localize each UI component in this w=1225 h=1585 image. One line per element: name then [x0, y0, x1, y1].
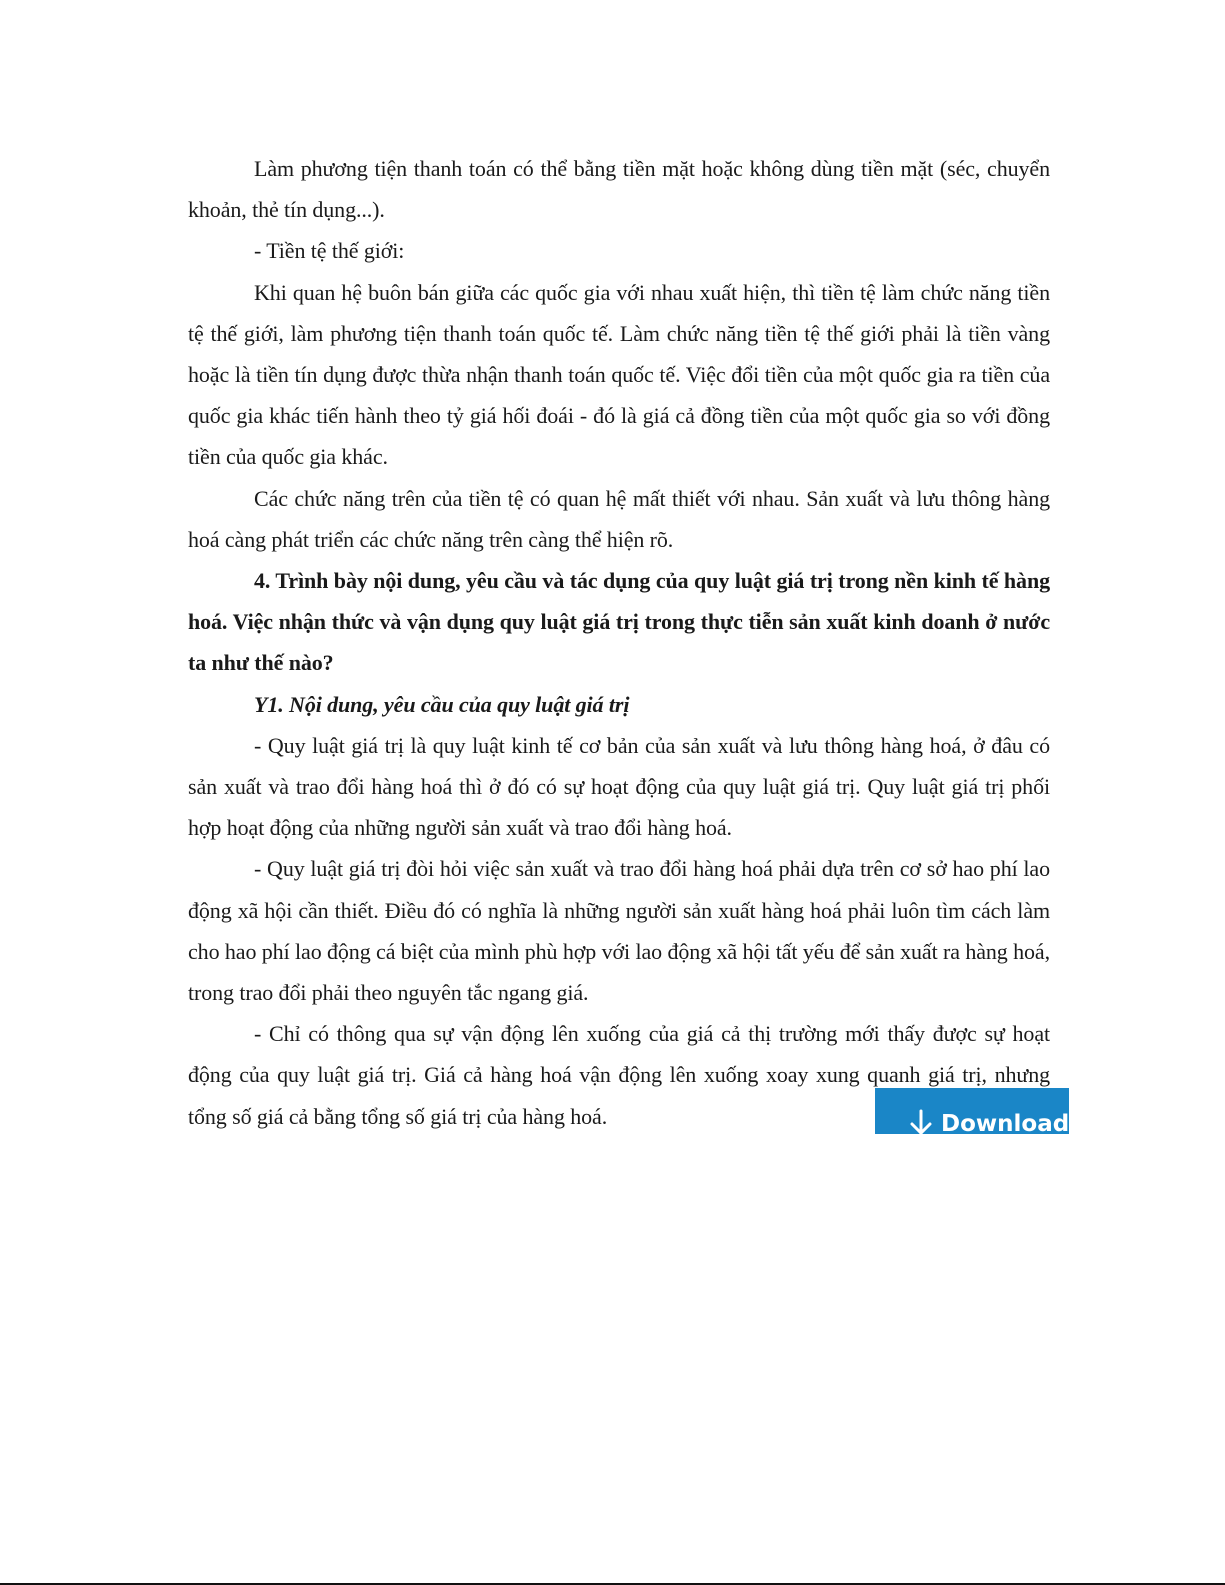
- paragraph-law-requirement: - Quy luật giá trị đòi hỏi việc sản xuất và trao đổi hàng hoá phải dựa trên cơ sở hao phí lao động xã hội cần thiết. Điều đó có nghĩa là những người sản xuất hàng hoá phải luôn tìm cách làm cho hao phí lao động cá biệt của mình phù hợp với lao động xã hội tất yếu để sản xuất ra hàng hoá, trong trao đổi phải theo nguyên tắc ngang giá.: [188, 856, 1050, 1006]
- download-button[interactable]: [875, 1088, 1069, 1134]
- paragraph-world-currency-heading: - Tiền tệ thế giới:: [254, 238, 405, 264]
- question-heading: 4. Trình bày nội dung, yêu cầu và tác dụng của quy luật giá trị trong nền kinh tế hàng hoá. Việc nhận thức và vận dụng quy luật giá trị trong thực tiễn sản xuất kinh doanh ở nước ta như thế nào?: [188, 568, 1050, 676]
- paragraph-payment-means: Làm phương tiện thanh toán có thể bằng tiền mặt hoặc không dùng tiền mặt (séc, chuyển khoản, thẻ tín dụng...).: [188, 156, 1050, 223]
- paragraph-world-currency: Khi quan hệ buôn bán giữa các quốc gia với nhau xuất hiện, thì tiền tệ làm chức năng tiền tệ thế giới, làm phương tiện thanh toán quốc tế. Làm chức năng tiền tệ thế giới phải là tiền vàng hoặc là tiền tín dụng được thừa nhận thanh toán quốc tế. Việc đổi tiền của một quốc gia ra tiền của quốc gia khác tiến hành theo tỷ giá hối đoái - đó là giá cả đồng tiền của một quốc gia so với đồng tiền của quốc gia khác.: [188, 279, 1050, 470]
- paragraph-functions-relation: Các chức năng trên của tiền tệ có quan hệ mất thiết với nhau. Sản xuất và lưu thông hàng hoá càng phát triển các chức năng trên càng thể hiện rõ.: [188, 485, 1050, 552]
- document-page: [188, 148, 1050, 1138]
- download-arrow-icon: [905, 1108, 937, 1134]
- download-button-content: [905, 1108, 1069, 1134]
- paragraph-price-movement: - Chỉ có thông qua sự vận động lên xuống của giá cả thị trường mới thấy được sự hoạt động của quy luật giá trị. Giá cả hàng hoá vận động lên xuống xoay xung quanh giá trị, nhưng tổng số giá cả bằng tổng số giá trị của hàng hoá.: [188, 1021, 1050, 1129]
- download-button-label: Download: [941, 1111, 1069, 1134]
- section-heading: Y1. Nội dung, yêu cầu của quy luật giá trị: [254, 691, 630, 717]
- paragraph-law-of-value: - Quy luật giá trị là quy luật kinh tế cơ bản của sản xuất và lưu thông hàng hoá, ở đâu có sản xuất và trao đổi hàng hoá thì ở đó có sự hoạt động của quy luật giá trị. Quy luật giá trị phối hợp hoạt động của những người sản xuất và trao đổi hàng hoá.: [188, 732, 1050, 841]
